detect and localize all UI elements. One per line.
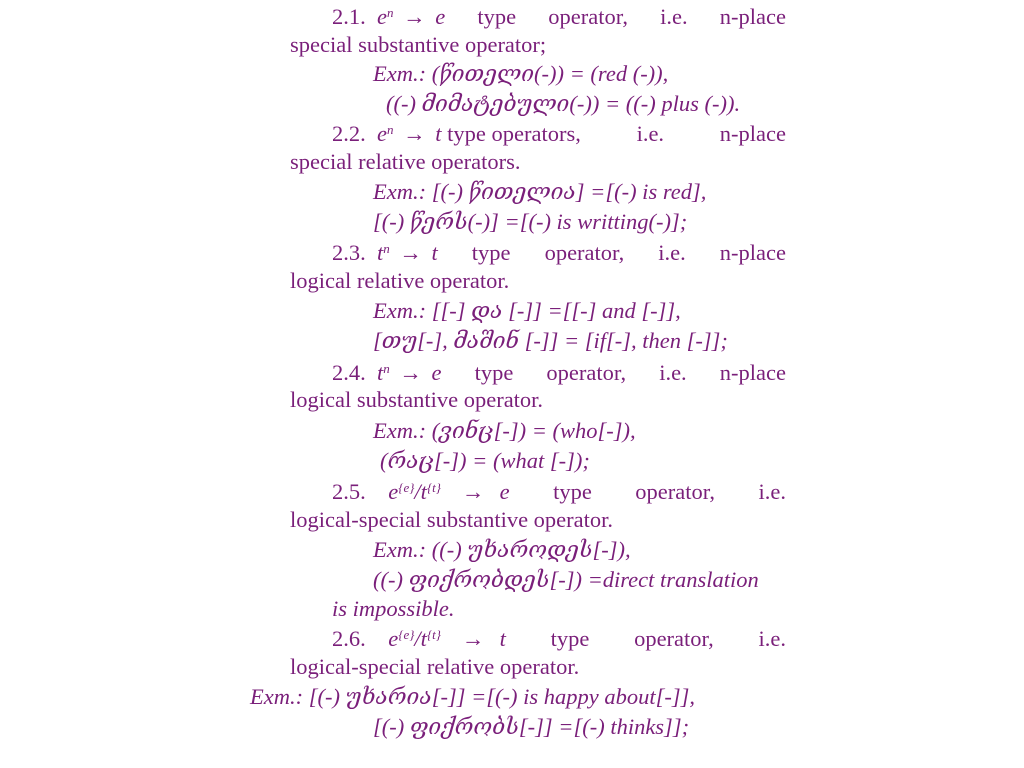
- heading-word: type: [477, 4, 517, 29]
- item-2-2-heading: [290, 120, 786, 148]
- heading-word: operator,: [635, 479, 715, 504]
- item-2-5-heading: [290, 478, 786, 506]
- heading-word: type: [474, 360, 514, 385]
- arrow-icon: →: [461, 626, 485, 651]
- formula-base: t: [377, 360, 384, 385]
- heading-word: n-place: [719, 240, 786, 265]
- item-2-5-example-2: ((-) ფიქრობდეს[-]) =direct translation: [373, 567, 759, 592]
- heading-word: i.e.: [658, 240, 686, 265]
- heading-word: operator,: [546, 360, 627, 385]
- formula-target: e: [499, 479, 510, 504]
- formula-superscript: {t}: [426, 627, 441, 642]
- item-2-4-line2: logical substantive operator.: [290, 387, 544, 412]
- arrow-icon: →: [399, 240, 422, 265]
- item-2-5-example-3: is impossible.: [332, 596, 455, 621]
- heading-word: n-place: [719, 4, 786, 29]
- item-number: 2.2.: [332, 121, 366, 146]
- formula-divider: /t: [414, 479, 427, 504]
- formula-superscript: {e}: [398, 480, 415, 495]
- formula-target: e: [431, 360, 442, 385]
- formula-target: t: [499, 626, 506, 651]
- item-2-4-heading: [290, 359, 786, 387]
- formula-superscript: {e}: [398, 627, 415, 642]
- heading-word: i.e.: [636, 121, 665, 146]
- item-2-2-example-2: [(-) წერს(-)] =[(-) is writting(-)];: [373, 209, 688, 234]
- heading-word: i.e.: [758, 479, 786, 504]
- formula-superscript: n: [383, 241, 390, 256]
- formula-superscript: {t}: [426, 480, 441, 495]
- arrow-icon: →: [403, 4, 426, 29]
- formula-superscript: n: [387, 5, 394, 20]
- heading-word: type: [471, 240, 511, 265]
- formula-target: t: [431, 240, 438, 265]
- arrow-icon: →: [403, 121, 426, 146]
- arrow-icon: →: [399, 360, 422, 385]
- item-2-2-example-1: Exm.: [(-) წითელია] =[(-) is red],: [373, 179, 707, 204]
- formula-divider: /t: [414, 626, 427, 651]
- formula-superscript: n: [387, 122, 394, 137]
- heading-word: n-place: [719, 360, 786, 385]
- item-2-6-example-1: Exm.: [(-) უხარია[-]] =[(-) is happy about[-]],: [250, 684, 696, 709]
- formula-base: e: [388, 626, 399, 651]
- formula-base: e: [377, 121, 387, 146]
- item-2-3-example-1: Exm.: [[-] და [-]] =[[-] and [-]],: [373, 298, 681, 323]
- item-2-4-example-2: (რაც[-]) = (what [-]);: [380, 448, 590, 473]
- formula-superscript: n: [383, 361, 390, 376]
- item-number: 2.6.: [332, 626, 366, 651]
- heading-word: type operators,: [447, 121, 581, 146]
- heading-word: operator,: [544, 240, 625, 265]
- formula-base: e: [388, 479, 399, 504]
- item-2-3-line2: logical relative operator.: [290, 268, 510, 293]
- heading-word: i.e.: [659, 360, 687, 385]
- item-2-1-example-1: Exm.: (წითელი(-)) = (red (-)),: [373, 61, 669, 86]
- item-number: 2.4.: [332, 360, 366, 385]
- heading-word: n-place: [719, 121, 786, 146]
- heading-word: type: [550, 626, 590, 651]
- heading-word: i.e.: [758, 626, 786, 651]
- item-2-3-example-2: [თუ[-], მაშინ [-]] = [if[-], then [-]];: [373, 328, 728, 353]
- formula-target: t: [435, 121, 442, 146]
- item-2-6-heading: [290, 625, 786, 653]
- item-2-5-example-1: Exm.: ((-) უხაროდეს[-]),: [373, 537, 631, 562]
- item-2-6-line2: logical-special relative operator.: [290, 654, 580, 679]
- item-number: 2.5.: [332, 479, 366, 504]
- formula-base: e: [377, 4, 387, 29]
- heading-word: i.e.: [660, 4, 688, 29]
- item-2-5-line2: logical-special substantive operator.: [290, 507, 614, 532]
- formula-base: t: [377, 240, 384, 265]
- item-2-1-heading: [290, 3, 786, 31]
- item-2-1-example-2: ((-) მიმატებული(-)) = ((-) plus (-)).: [386, 91, 741, 116]
- item-number: 2.1.: [332, 4, 366, 29]
- item-number: 2.3.: [332, 240, 366, 265]
- item-2-1-line2: special substantive operator;: [290, 32, 547, 57]
- item-2-4-example-1: Exm.: (ვინც[-]) = (who[-]),: [373, 418, 636, 443]
- heading-word: operator,: [634, 626, 714, 651]
- heading-word: type: [553, 479, 592, 504]
- arrow-icon: →: [461, 479, 485, 504]
- item-2-6-example-2: [(-) ფიქრობს[-]] =[(-) thinks]];: [373, 714, 690, 739]
- item-2-3-heading: [290, 239, 786, 267]
- heading-word: operator,: [548, 4, 628, 29]
- item-2-2-line2: special relative operators.: [290, 149, 521, 174]
- formula-target: e: [435, 4, 446, 29]
